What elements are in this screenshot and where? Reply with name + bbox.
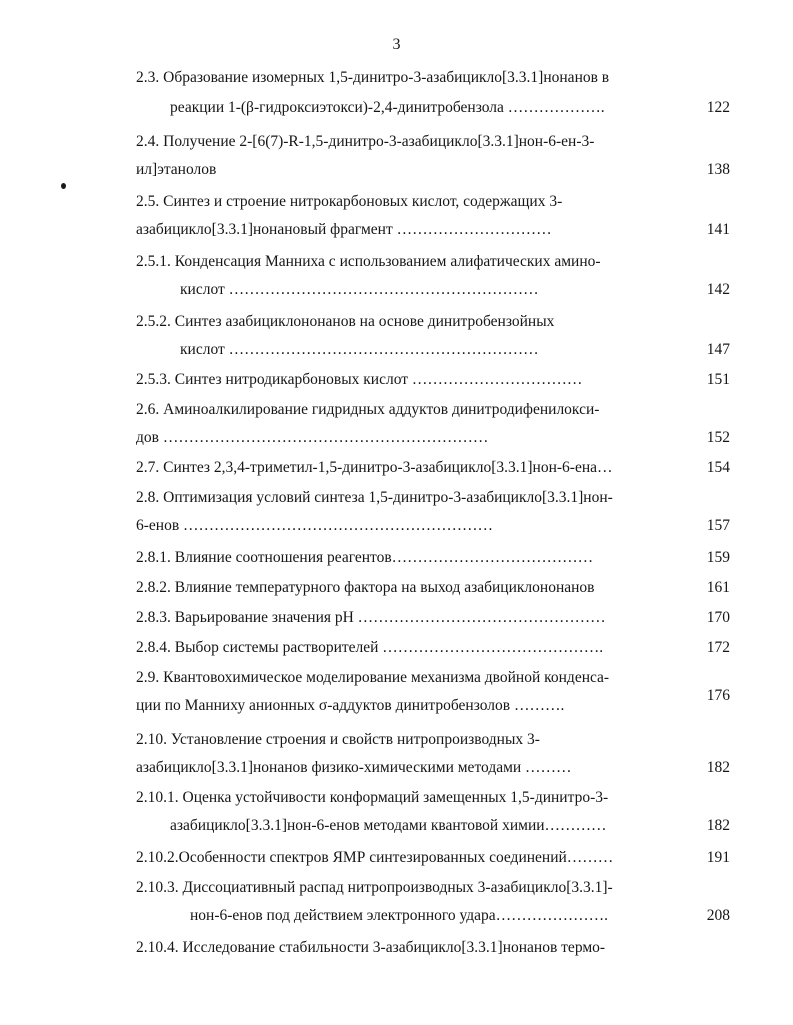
- toc-line: 2.8.2. Влияние температурного фактора на выход азабициклононанов: [136, 579, 595, 596]
- toc-line: 2.8.1. Влияние соотношения реагентов…………………………………: [136, 549, 594, 566]
- toc-line: 2.10.3. Диссоциативный распад нитропроизводных 3-азабицикло[3.3.1]-: [136, 879, 613, 896]
- toc-line: 2.5.3. Синтез нитродикарбоновых кислот ……………………………: [136, 371, 583, 388]
- toc-line: кислот ……………………………………………………: [180, 281, 539, 298]
- toc-line: 2.10.2.Особенности спектров ЯМР синтезированных соединений………: [136, 849, 614, 866]
- toc-line: азабицикло[3.3.1]нонановый фрагмент …………………………: [136, 221, 552, 238]
- toc-line: 2.7. Синтез 2,3,4-триметил-1,5-динитро-3-азабицикло[3.3.1]нон-6-ена…: [136, 459, 613, 476]
- toc-line: 2.6. Аминоалкилирование гидридных аддуктов динитродифенилокси-: [136, 401, 600, 418]
- toc-page-number: 161: [706, 579, 730, 596]
- toc-page-number: 159: [706, 549, 730, 566]
- toc-page-number: [690, 936, 730, 960]
- toc-line: 2.9. Квантовохимическое моделирование механизма двойной конденса-: [136, 669, 610, 686]
- page-number: 3: [392, 36, 401, 53]
- toc-page-number: 170: [706, 609, 730, 626]
- toc-line: 2.3. Образование изомерных 1,5-динитро-3-азабицикло[3.3.1]нонанов в: [136, 69, 610, 86]
- toc-page-number: 182: [706, 759, 730, 776]
- toc-line: ил]этанолов: [136, 161, 217, 178]
- toc-page-number: 142: [706, 281, 730, 298]
- toc-page-number: 191: [706, 849, 730, 866]
- toc-page-number: 157: [706, 517, 730, 534]
- toc-page-number: 208: [706, 907, 730, 924]
- toc-line: дов ………………………………………………………: [136, 429, 489, 446]
- toc-page-number: 182: [706, 817, 730, 834]
- toc-line: 2.10. Установление строения и свойств нитропроизводных 3-: [136, 731, 540, 748]
- toc-line: азабицикло[3.3.1]нон-6-енов методами квантовой химии…………: [170, 817, 607, 834]
- toc-page-number: 154: [706, 459, 730, 476]
- toc-page-number: 151: [706, 371, 730, 388]
- toc-page-number: 122: [706, 99, 730, 116]
- toc-line: 2.8.4. Выбор системы растворителей …………………………………….: [136, 639, 604, 656]
- toc-line: 2.8.3. Варьирование значения pH …………………………………………: [136, 609, 606, 626]
- toc-line: реакции 1-(β-гидроксиэтокси)-2,4-динитробензола ……………….: [170, 99, 605, 116]
- toc-page-number: 152: [706, 429, 730, 446]
- toc-line: ции по Манниху анионных σ-аддуктов динитробензолов ……….: [136, 697, 565, 714]
- toc-page-number: 176: [706, 687, 730, 704]
- toc-line: 2.10.4. Исследование стабильности 3-азабицикло[3.3.1]нонанов термо-: [136, 939, 606, 956]
- toc-line: 2.10.1. Оценка устойчивости конформаций замещенных 1,5-динитро-3-: [136, 789, 609, 806]
- toc-page-number: 147: [706, 341, 730, 358]
- toc-line: 2.4. Получение 2-[6(7)-R-1,5-динитро-3-азабицикло[3.3.1]нон-6-ен-3-: [136, 133, 595, 150]
- toc-page-number: 172: [706, 639, 730, 656]
- toc-line: 2.5. Синтез и строение нитрокарбоновых кислот, содержащих 3-: [136, 193, 563, 210]
- toc-line: 2.5.1. Конденсация Манниха с использованием алифатических амино-: [136, 253, 601, 270]
- toc-line: азабицикло[3.3.1]нонанов физико-химическими методами ………: [136, 759, 572, 776]
- stray-ink-mark: [61, 183, 66, 189]
- toc-page-number: 138: [706, 161, 730, 178]
- toc-line: кислот ……………………………………………………: [180, 341, 539, 358]
- toc-line: 2.8. Оптимизация условий синтеза 1,5-динитро-3-азабицикло[3.3.1]нон-: [136, 489, 613, 506]
- toc-line: 6-енов ……………………………………………………: [136, 517, 494, 534]
- toc-page-number: 141: [706, 221, 730, 238]
- toc-line: нон-6-енов под действием электронного удара………………….: [190, 907, 609, 924]
- toc-line: 2.5.2. Синтез азабициклононанов на основе динитробензойных: [136, 313, 555, 330]
